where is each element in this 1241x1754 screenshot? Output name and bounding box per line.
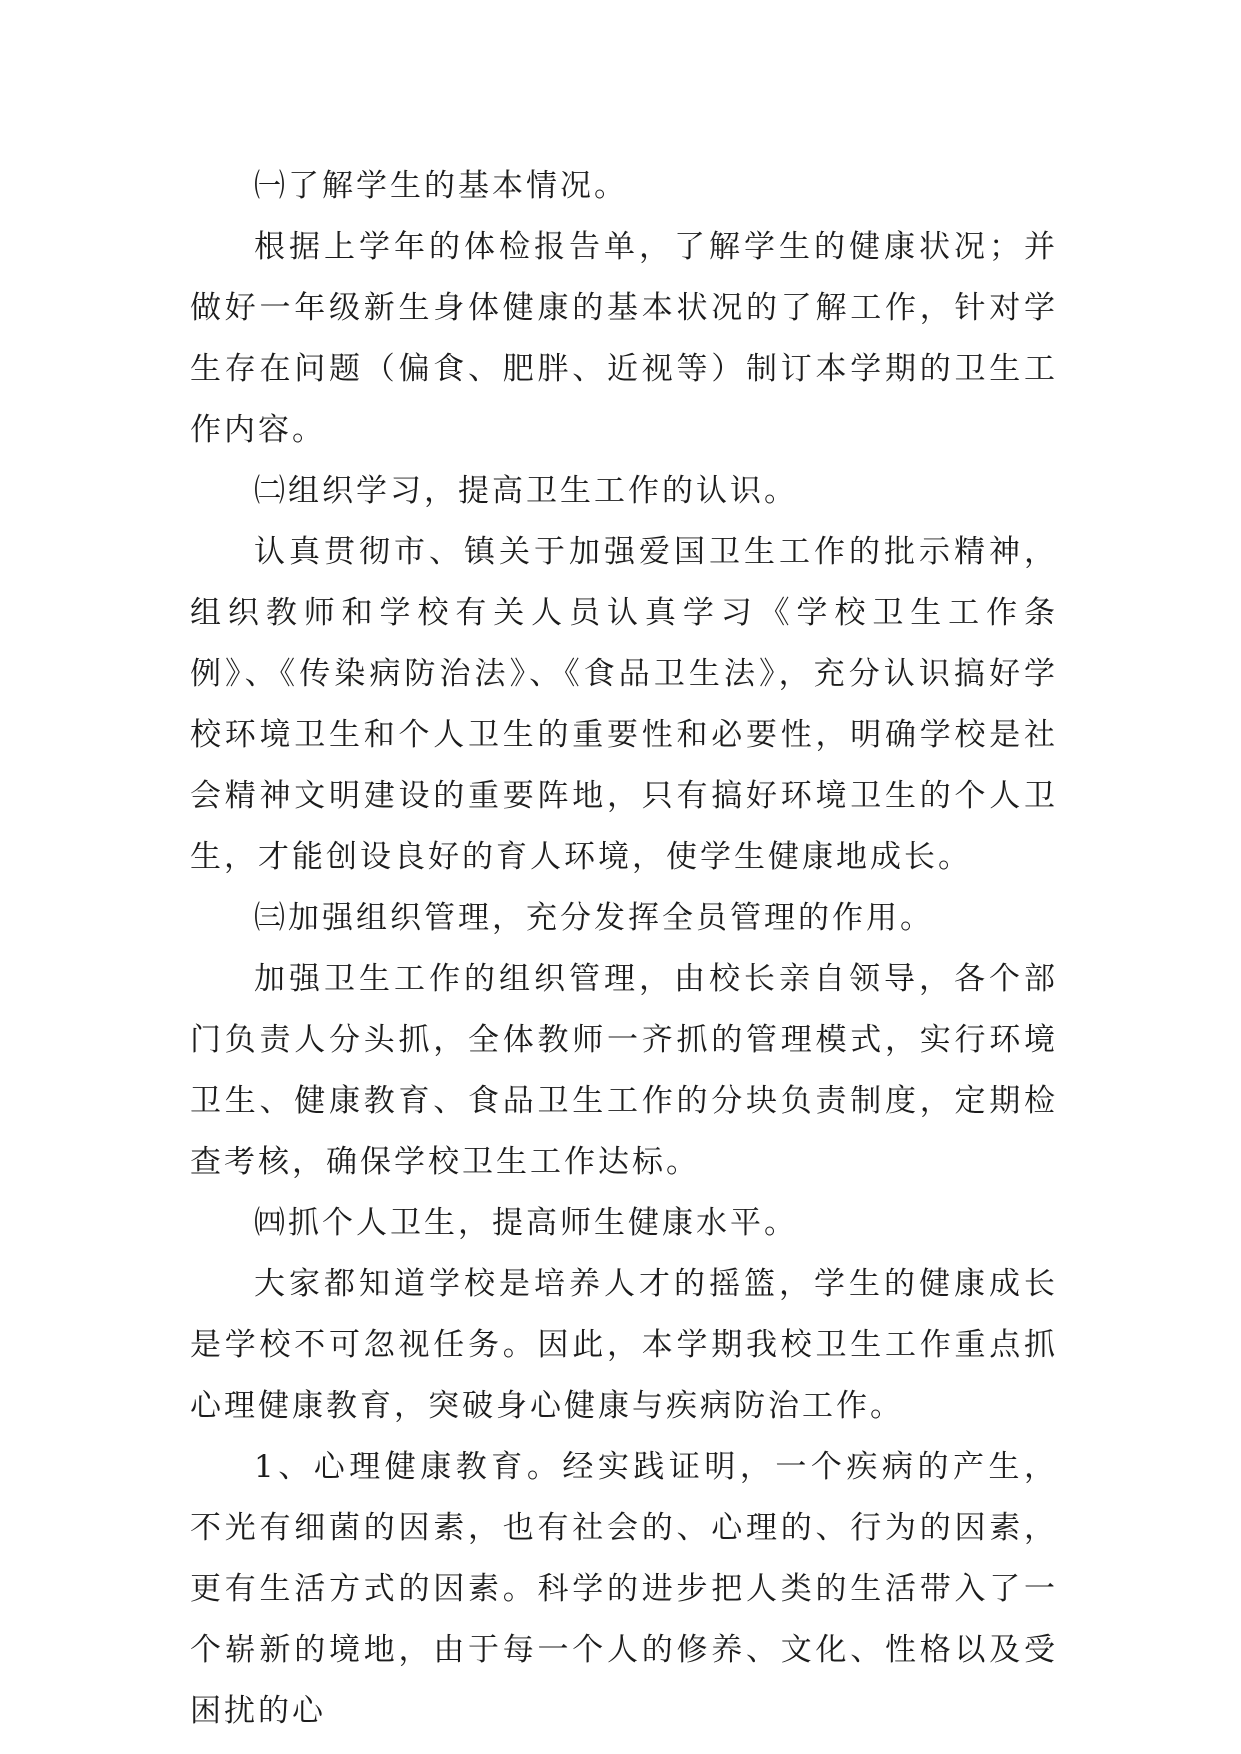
body-paragraph-3: 加强卫生工作的组织管理，由校长亲自领导，各个部门负责人分头抓，全体教师一齐抓的管理模式，实行环境卫生、健康教育、食品卫生工作的分块负责制度，定期检查考核，确保学校卫生工作达标。 [190,961,1058,1180]
section-heading-2: ㈡组织学习，提高卫生工作的认识。 [254,473,798,509]
section-heading-1: ㈠了解学生的基本情况。 [254,168,628,204]
body-paragraph-2: 认真贯彻市、镇关于加强爱国卫生工作的批示精神，组织教师和学校有关人员认真学习《学校卫生工作条例》、《传染病防治法》、《食品卫生法》，充分认识搞好学校环境卫生和个人卫生的重要性和必要性，明确学校是社会精神文明建设的重要阵地，只有搞好环境卫生的个人卫生，才能创设良好的育人环境，使学生健康地成长。 [190,534,1058,875]
section-heading-3: ㈢加强组织管理，充分发挥全员管理的作用。 [254,900,934,936]
body-paragraph-4: 大家都知道学校是培养人才的摇篮，学生的健康成长是学校不可忽视任务。因此，本学期我校卫生工作重点抓心理健康教育，突破身心健康与疾病防治工作。 [190,1266,1058,1424]
body-paragraph-1: 根据上学年的体检报告单，了解学生的健康状况；并做好一年级新生身体健康的基本状况的了解工作，针对学生存在问题（偏食、肥胖、近视等）制订本学期的卫生工作内容。 [190,229,1058,448]
document-body [190,156,1058,1742]
section-heading-4: ㈣抓个人卫生，提高师生健康水平。 [254,1205,798,1241]
body-paragraph-5: 1、心理健康教育。经实践证明，一个疾病的产生，不光有细菌的因素，也有社会的、心理的、行为的因素，更有生活方式的因素。科学的进步把人类的生活带入了一个崭新的境地，由于每一个人的修养、文化、性格以及受困扰的心 [190,1449,1058,1729]
